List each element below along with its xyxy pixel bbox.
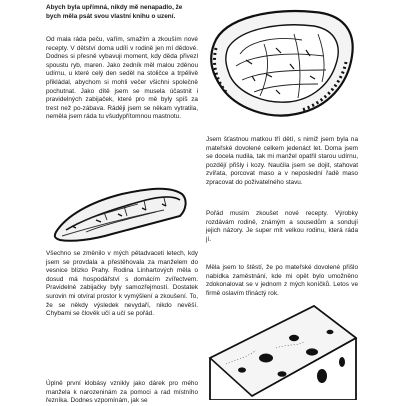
paragraph-first-sausages: Úplně první klobásy vznikly jako dárek pro mého manžela k narozeninám za pomoci a rad místního řezníka. Dodnes vzpomínám, jak se bbox=[46, 380, 198, 405]
intro-heading: Abych byla upřímná, nikdy mě nenapadlo, že bych měla psát svou vlastní knihu o uzení. bbox=[46, 4, 183, 20]
cheese-icon bbox=[206, 298, 358, 400]
paragraph-marriage: Všechno se změnilo v mých pětadvaceti letech, kdy jsem se provdala a přestěhovala za manželem do vesnice blízko Prahy. Rodina Linhartových měla o dosud má hospodářství s domácím zvířectvem. Pravidelné zabijačky byly samozřejmostí. Dostatek surovin mi otvíral prostor k vymýšlení a zkoušení. To, že se někdy výsledek nevydaří, nikdo nevěší. Chybami se člověk učí a učí se pořád. bbox=[46, 250, 198, 318]
paragraph-mother: Jsem šťastnou matkou tří dětí, s nimiž jsem byla na mateřské dovolené celkem jedenáct let. Doma jsem se docela nudila, tak mi manžel opatřil starou udírnu, pozdějí přišly i kozy. Naučila jsem se dojit, stahovat zvířata, porcovat maso a v neposlední řadě maso zpracovat do poživatelného stavu. bbox=[206, 136, 358, 186]
text-column-left bbox=[46, 4, 198, 21]
text-block-left-1 bbox=[46, 36, 198, 122]
paragraph-childhood: Od mala ráda peču, vařím, smažím a zkouším nové recepty. V dětství doma udílí v rodině jen mí dědové. Dodnes si přesně vybavuji moment, kdy děda přivezl spoustu ryb, maren. Jako zedník měl malou zděnou udírnu, u které celý den seděl na stoličce a trpělivě přikládal, abychom si mohli večer všichni společně pochutnat. Jako dítě jsem se musela účastnit i pravidelných zabijaček, které pro mě byly spíš za trest než po-zábava. Ráději jsem se někam vytratila, neměla jsem ráda tu všudypřítomnou mastnotu. bbox=[46, 36, 198, 121]
bacon-icon bbox=[46, 180, 198, 246]
text-block-right-2 bbox=[206, 210, 358, 244]
steak-icon bbox=[206, 4, 358, 130]
text-block-right-1 bbox=[206, 136, 358, 188]
text-block-left-3 bbox=[46, 380, 198, 406]
text-block-right-3 bbox=[206, 264, 358, 298]
paragraph-job: Měla jsem to štěstí, že po mateřské dovolené přišlo nabídka zaměstnání, kde mi opět bylo umožněno zdokonalovat se v jednom z mých koníčků. Letos ve firmě oslavím třináctý rok. bbox=[206, 264, 358, 297]
text-block-left-2 bbox=[46, 250, 198, 319]
paragraph-recipes: Pořád musím zkoušet nové recepty. Výrobky rozdávám rodině, známým a sousedům a sondují jejich názory. Je super mít velkou rodinu, která ráda jí. bbox=[206, 210, 358, 243]
